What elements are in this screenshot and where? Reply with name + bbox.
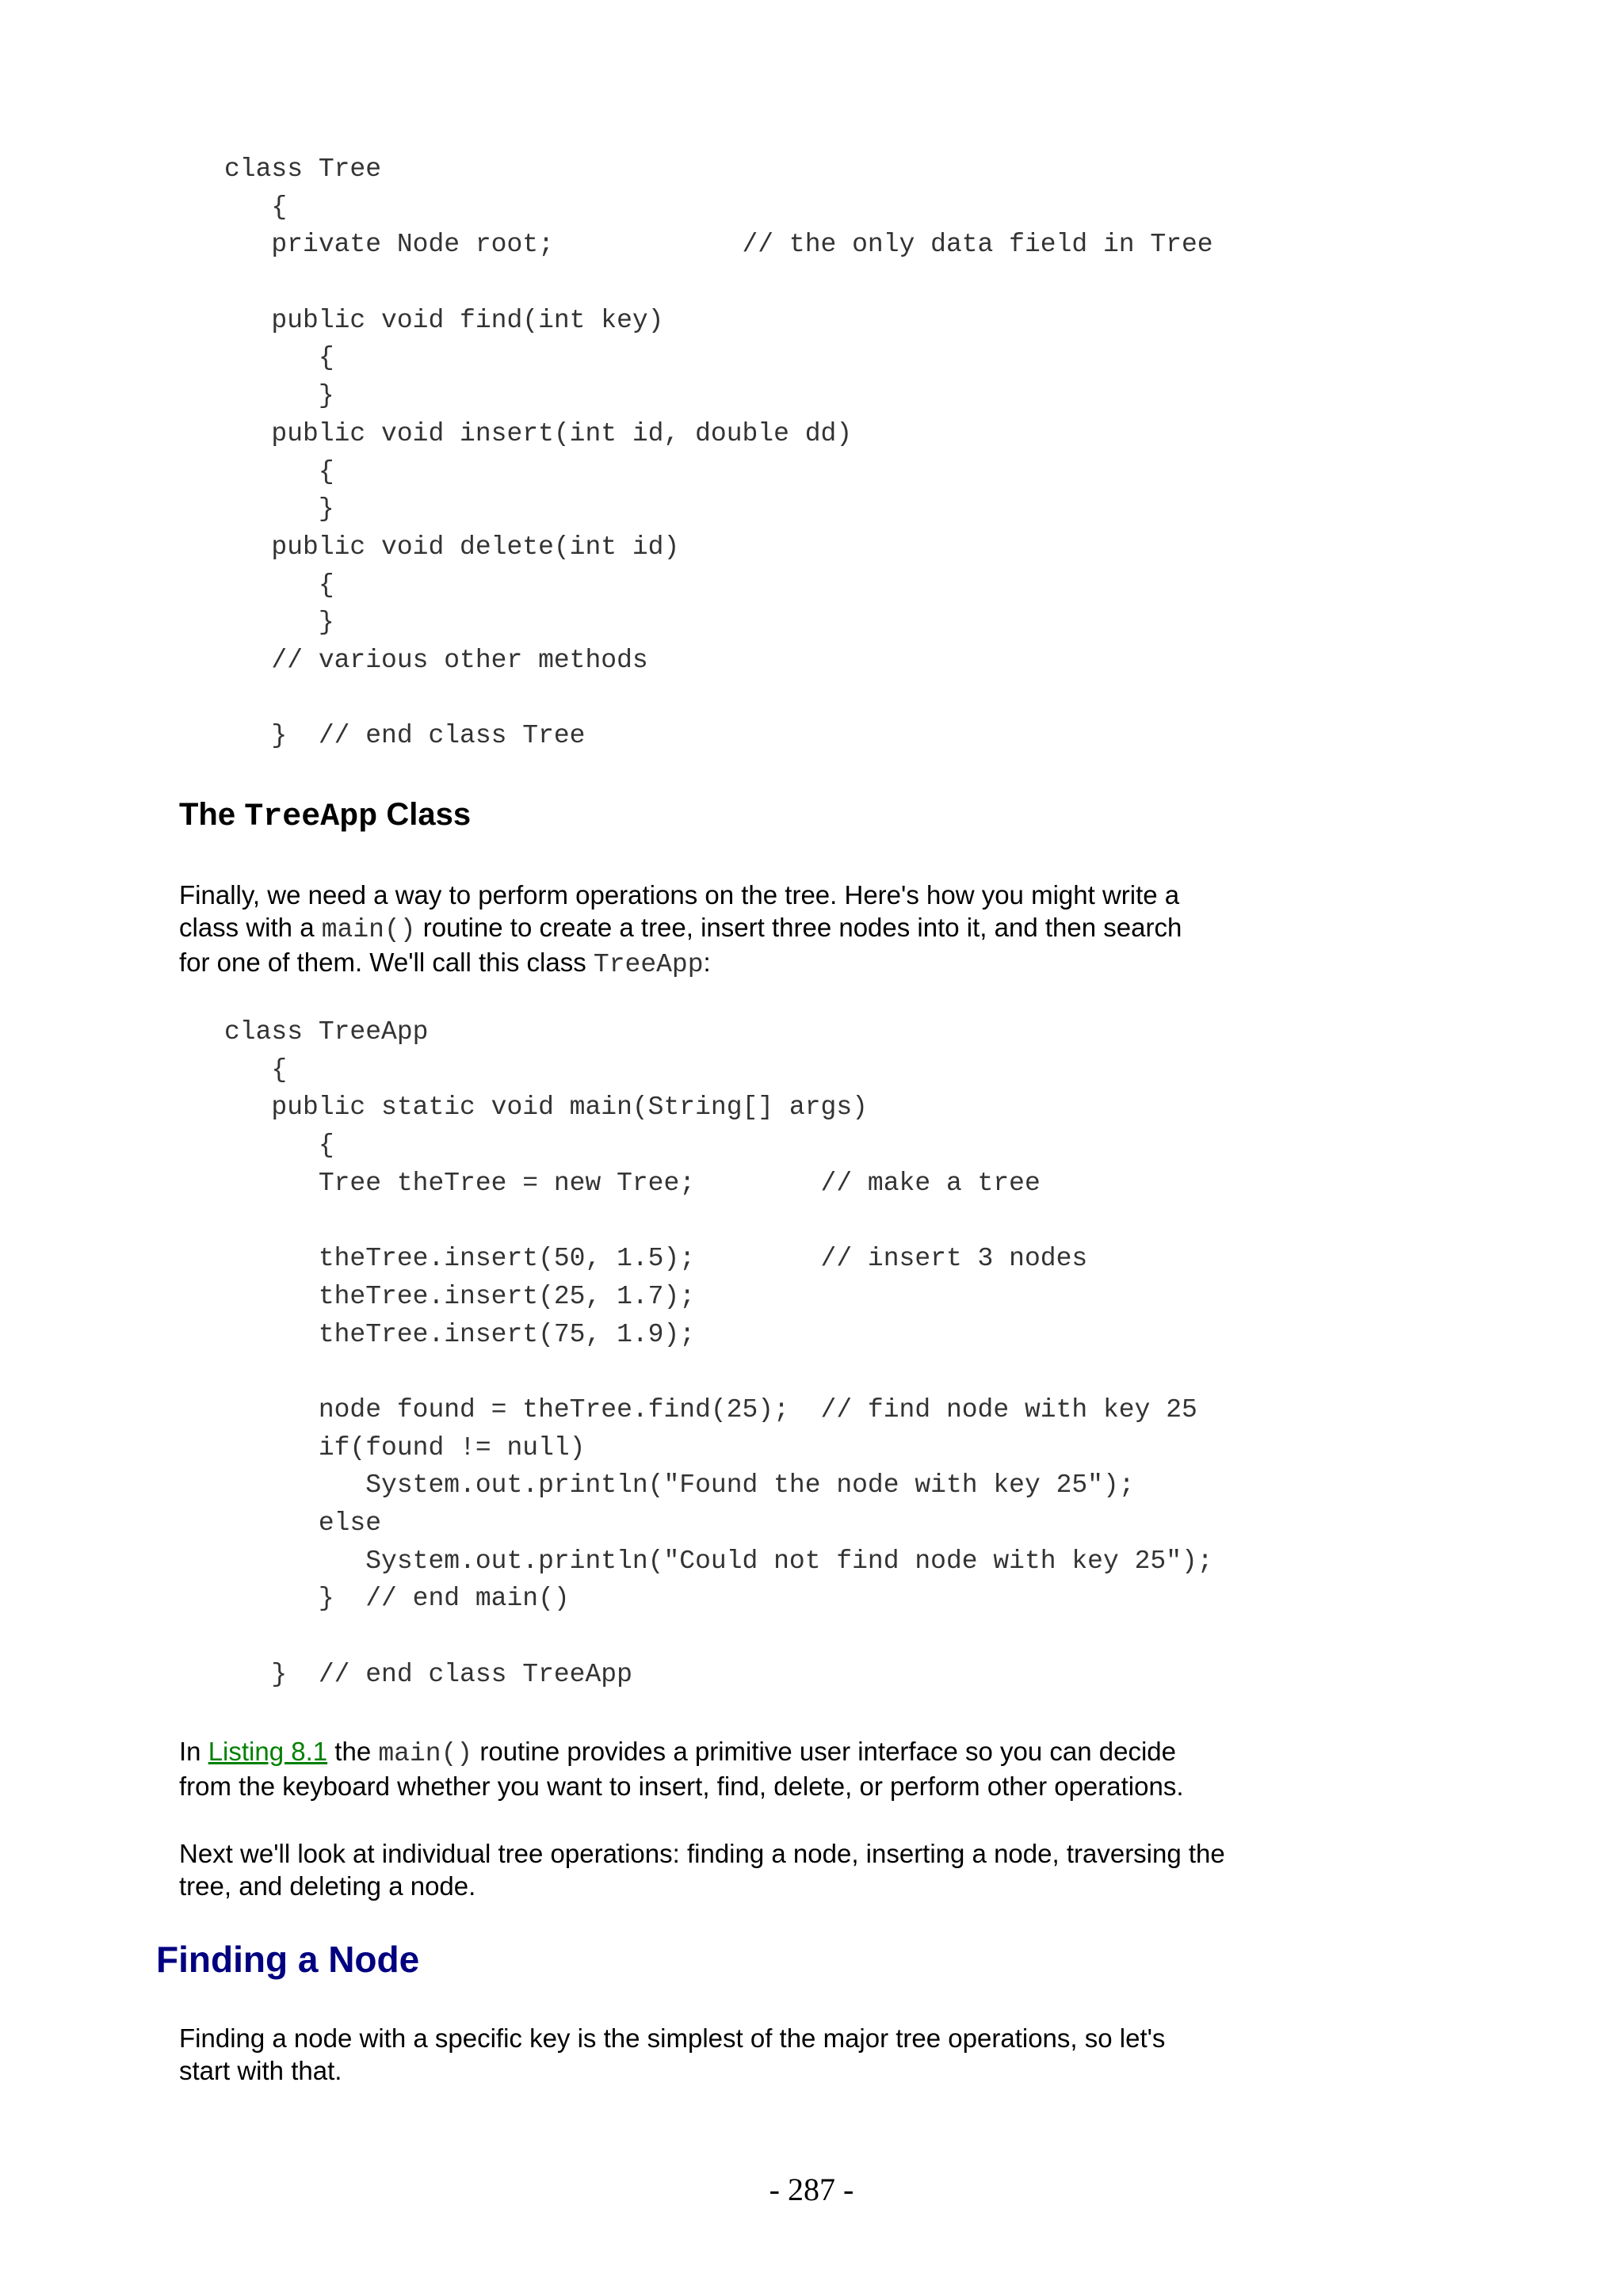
intro-line-2 bbox=[179, 911, 1182, 946]
next-paragraph bbox=[179, 1837, 1225, 1902]
code-line: node found = theTree.find(25); // find node with key 25 bbox=[224, 1394, 1197, 1425]
finding-a-node-heading: Finding a Node bbox=[156, 1939, 420, 1980]
code-line: else bbox=[224, 1508, 382, 1538]
listing-line-1-prefix: In bbox=[179, 1737, 208, 1766]
code-line: { bbox=[224, 456, 334, 486]
code-line bbox=[224, 264, 1213, 302]
code-line: { bbox=[224, 1055, 288, 1085]
listing-line-2: from the keyboard whether you want to insert, find, delete, or perform other operations. bbox=[179, 1772, 1184, 1801]
code-line bbox=[224, 680, 1213, 718]
code-line: theTree.insert(75, 1.9); bbox=[224, 1319, 696, 1349]
code-line: // various other methods bbox=[224, 645, 648, 675]
code-line: Tree theTree = new Tree; // make a tree bbox=[224, 1168, 1041, 1198]
intro-line-3 bbox=[179, 946, 1182, 981]
intro-line-1: Finally, we need a way to perform operations on the tree. Here's how you might write a bbox=[179, 880, 1180, 910]
page-number: - 287 - bbox=[769, 2172, 854, 2207]
code-line: } bbox=[224, 381, 334, 411]
inline-code-treeapp: TreeApp bbox=[593, 950, 704, 979]
code-line: System.out.println("Found the node with key 25"); bbox=[224, 1470, 1135, 1501]
code-line: private Node root; // the only data field in Tree bbox=[224, 230, 1213, 260]
listing-line-1-suffix: routine provides a primitive user interface so you can decide bbox=[472, 1737, 1176, 1766]
listing-8-1-link[interactable]: Listing 8.1 bbox=[208, 1737, 328, 1766]
finding-line-2: start with that. bbox=[179, 2056, 342, 2085]
intro-line-3-suffix: : bbox=[703, 948, 711, 977]
code-line bbox=[224, 1202, 1213, 1240]
next-line-2: tree, and deleting a node. bbox=[179, 1871, 476, 1901]
heading-code: TreeApp bbox=[244, 799, 378, 835]
inline-code-main: main() bbox=[378, 1739, 473, 1768]
intro-line-3-text: for one of them. We'll call this class bbox=[179, 948, 594, 977]
code-line: class Tree bbox=[224, 154, 382, 184]
code-line bbox=[224, 1618, 1213, 1656]
listing-paragraph bbox=[179, 1735, 1184, 1802]
intro-line-2-suffix: routine to create a tree, insert three nodes into it, and then search bbox=[415, 913, 1182, 942]
code-line: class TreeApp bbox=[224, 1017, 429, 1047]
finding-paragraph bbox=[179, 2022, 1165, 2087]
heading-suffix: Class bbox=[377, 797, 472, 832]
inline-code-main: main() bbox=[321, 915, 416, 944]
intro-paragraph bbox=[179, 879, 1182, 981]
code-line bbox=[224, 1353, 1213, 1391]
code-line: public void find(int key) bbox=[224, 305, 664, 335]
next-line-1: Next we'll look at individual tree operations: finding a node, inserting a node, traversing the bbox=[179, 1839, 1225, 1868]
code-line: } // end class TreeApp bbox=[224, 1659, 632, 1689]
code-line: System.out.println("Could not find node with key 25"); bbox=[224, 1546, 1213, 1576]
heading-prefix: The bbox=[179, 797, 245, 832]
code-line: } // end class Tree bbox=[224, 721, 586, 751]
code-line: } // end main() bbox=[224, 1584, 570, 1614]
code-line: if(found != null) bbox=[224, 1432, 586, 1463]
code-line: } bbox=[224, 608, 334, 638]
intro-line-2-text: class with a bbox=[179, 913, 322, 942]
listing-line-1 bbox=[179, 1735, 1184, 1770]
code-line: public void insert(int id, double dd) bbox=[224, 418, 853, 448]
code-line: theTree.insert(50, 1.5); // insert 3 nodes bbox=[224, 1244, 1088, 1274]
code-line: public static void main(String[] args) bbox=[224, 1093, 868, 1123]
treeapp-class-code-block bbox=[224, 1013, 1213, 1693]
listing-line-1-middle: the bbox=[327, 1737, 379, 1766]
code-line: { bbox=[224, 570, 334, 600]
code-line: { bbox=[224, 192, 288, 222]
code-line: theTree.insert(25, 1.7); bbox=[224, 1281, 696, 1311]
finding-line-1: Finding a node with a specific key is the simplest of the major tree operations, so let's bbox=[179, 2023, 1166, 2053]
code-line: { bbox=[224, 1131, 334, 1161]
treeapp-class-heading bbox=[179, 797, 471, 835]
code-line: public void delete(int id) bbox=[224, 532, 680, 562]
tree-class-code-block bbox=[224, 151, 1213, 755]
code-line: } bbox=[224, 494, 334, 524]
code-line: { bbox=[224, 343, 334, 373]
